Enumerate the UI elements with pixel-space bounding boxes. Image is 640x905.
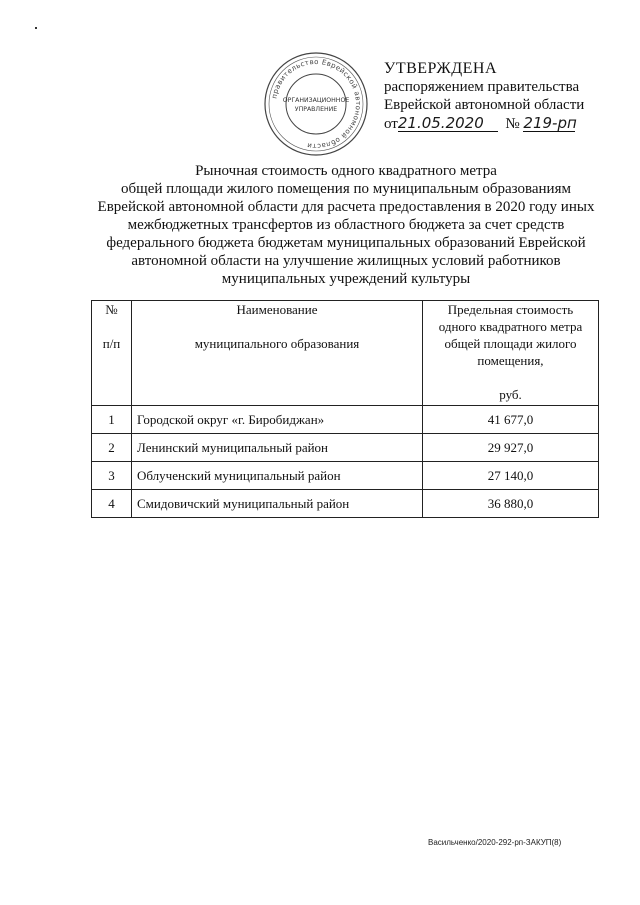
heading-line: федерального бюджета бюджетам муниципальных образований Еврейской bbox=[106, 235, 586, 251]
table-row bbox=[92, 434, 599, 462]
row-municipality: Городской округ «г. Биробиджан» bbox=[132, 406, 423, 434]
row-number: 3 bbox=[92, 462, 132, 490]
header-text: п/п bbox=[102, 336, 121, 351]
heading-line: Рыночная стоимость одного квадратного метра bbox=[195, 163, 497, 179]
heading-line: муниципальных учреждений культуры bbox=[221, 271, 471, 287]
row-number: 1 bbox=[92, 406, 132, 434]
row-price: 36 880,0 bbox=[423, 490, 599, 518]
date-prefix: от bbox=[384, 116, 398, 132]
header-text: одного квадратного метра bbox=[438, 319, 583, 334]
price-table bbox=[91, 300, 599, 518]
table-row bbox=[92, 406, 599, 434]
column-header-price bbox=[423, 301, 599, 406]
svg-text:правительство Еврейской автоно: правительство Еврейской автономной области bbox=[270, 57, 363, 151]
document-footer: Васильченко/2020-292-рп-ЗАКУП(8) bbox=[428, 838, 562, 847]
svg-text:ОРГАНИЗАЦИОННОЕ: ОРГАНИЗАЦИОННОЕ bbox=[282, 97, 350, 104]
approval-block bbox=[384, 60, 584, 133]
document-heading bbox=[86, 162, 606, 288]
column-header-number bbox=[92, 301, 132, 406]
handwritten-date: 21.05.2020 bbox=[398, 116, 498, 132]
svg-text:УПРАВЛЕНИЕ: УПРАВЛЕНИЕ bbox=[294, 106, 338, 113]
column-header-name bbox=[132, 301, 423, 406]
row-price: 41 677,0 bbox=[423, 406, 599, 434]
header-text: Предельная стоимость bbox=[447, 302, 574, 317]
row-municipality: Смидовичский муниципальный район bbox=[132, 490, 423, 518]
header-text: муниципального образования bbox=[194, 336, 360, 351]
number-prefix: № bbox=[505, 116, 520, 132]
table-header-row bbox=[92, 301, 599, 406]
row-price: 29 927,0 bbox=[423, 434, 599, 462]
heading-line: межбюджетных трансфертов из областного бюджета за счет средств bbox=[127, 217, 565, 233]
official-stamp bbox=[262, 50, 370, 158]
row-municipality: Облученский муниципальный район bbox=[132, 462, 423, 490]
row-number: 4 bbox=[92, 490, 132, 518]
approval-date-line bbox=[384, 115, 584, 133]
heading-line: Еврейской автономной области для расчета предоставления в 2020 году иных bbox=[97, 199, 595, 215]
approval-title: УТВЕРЖДЕНА bbox=[384, 60, 498, 77]
approval-line-1: распоряжением правительства bbox=[384, 79, 580, 95]
header-text: помещения, bbox=[477, 353, 544, 368]
handwritten-number: 219-рп bbox=[523, 114, 577, 132]
row-price: 27 140,0 bbox=[423, 462, 599, 490]
table-row bbox=[92, 462, 599, 490]
header-text: руб. bbox=[499, 387, 522, 402]
scan-speck bbox=[35, 27, 37, 29]
heading-line: автономной области на улучшение жилищных условий работников bbox=[131, 253, 561, 269]
header-text: № bbox=[105, 302, 118, 317]
row-municipality: Ленинский муниципальный район bbox=[132, 434, 423, 462]
table-row bbox=[92, 490, 599, 518]
header-text: Наименование bbox=[236, 302, 318, 317]
heading-line: общей площади жилого помещения по муниципальным образованиям bbox=[121, 181, 571, 197]
row-number: 2 bbox=[92, 434, 132, 462]
header-text: общей площади жилого bbox=[444, 336, 577, 351]
approval-line-2: Еврейской автономной области bbox=[384, 97, 585, 113]
